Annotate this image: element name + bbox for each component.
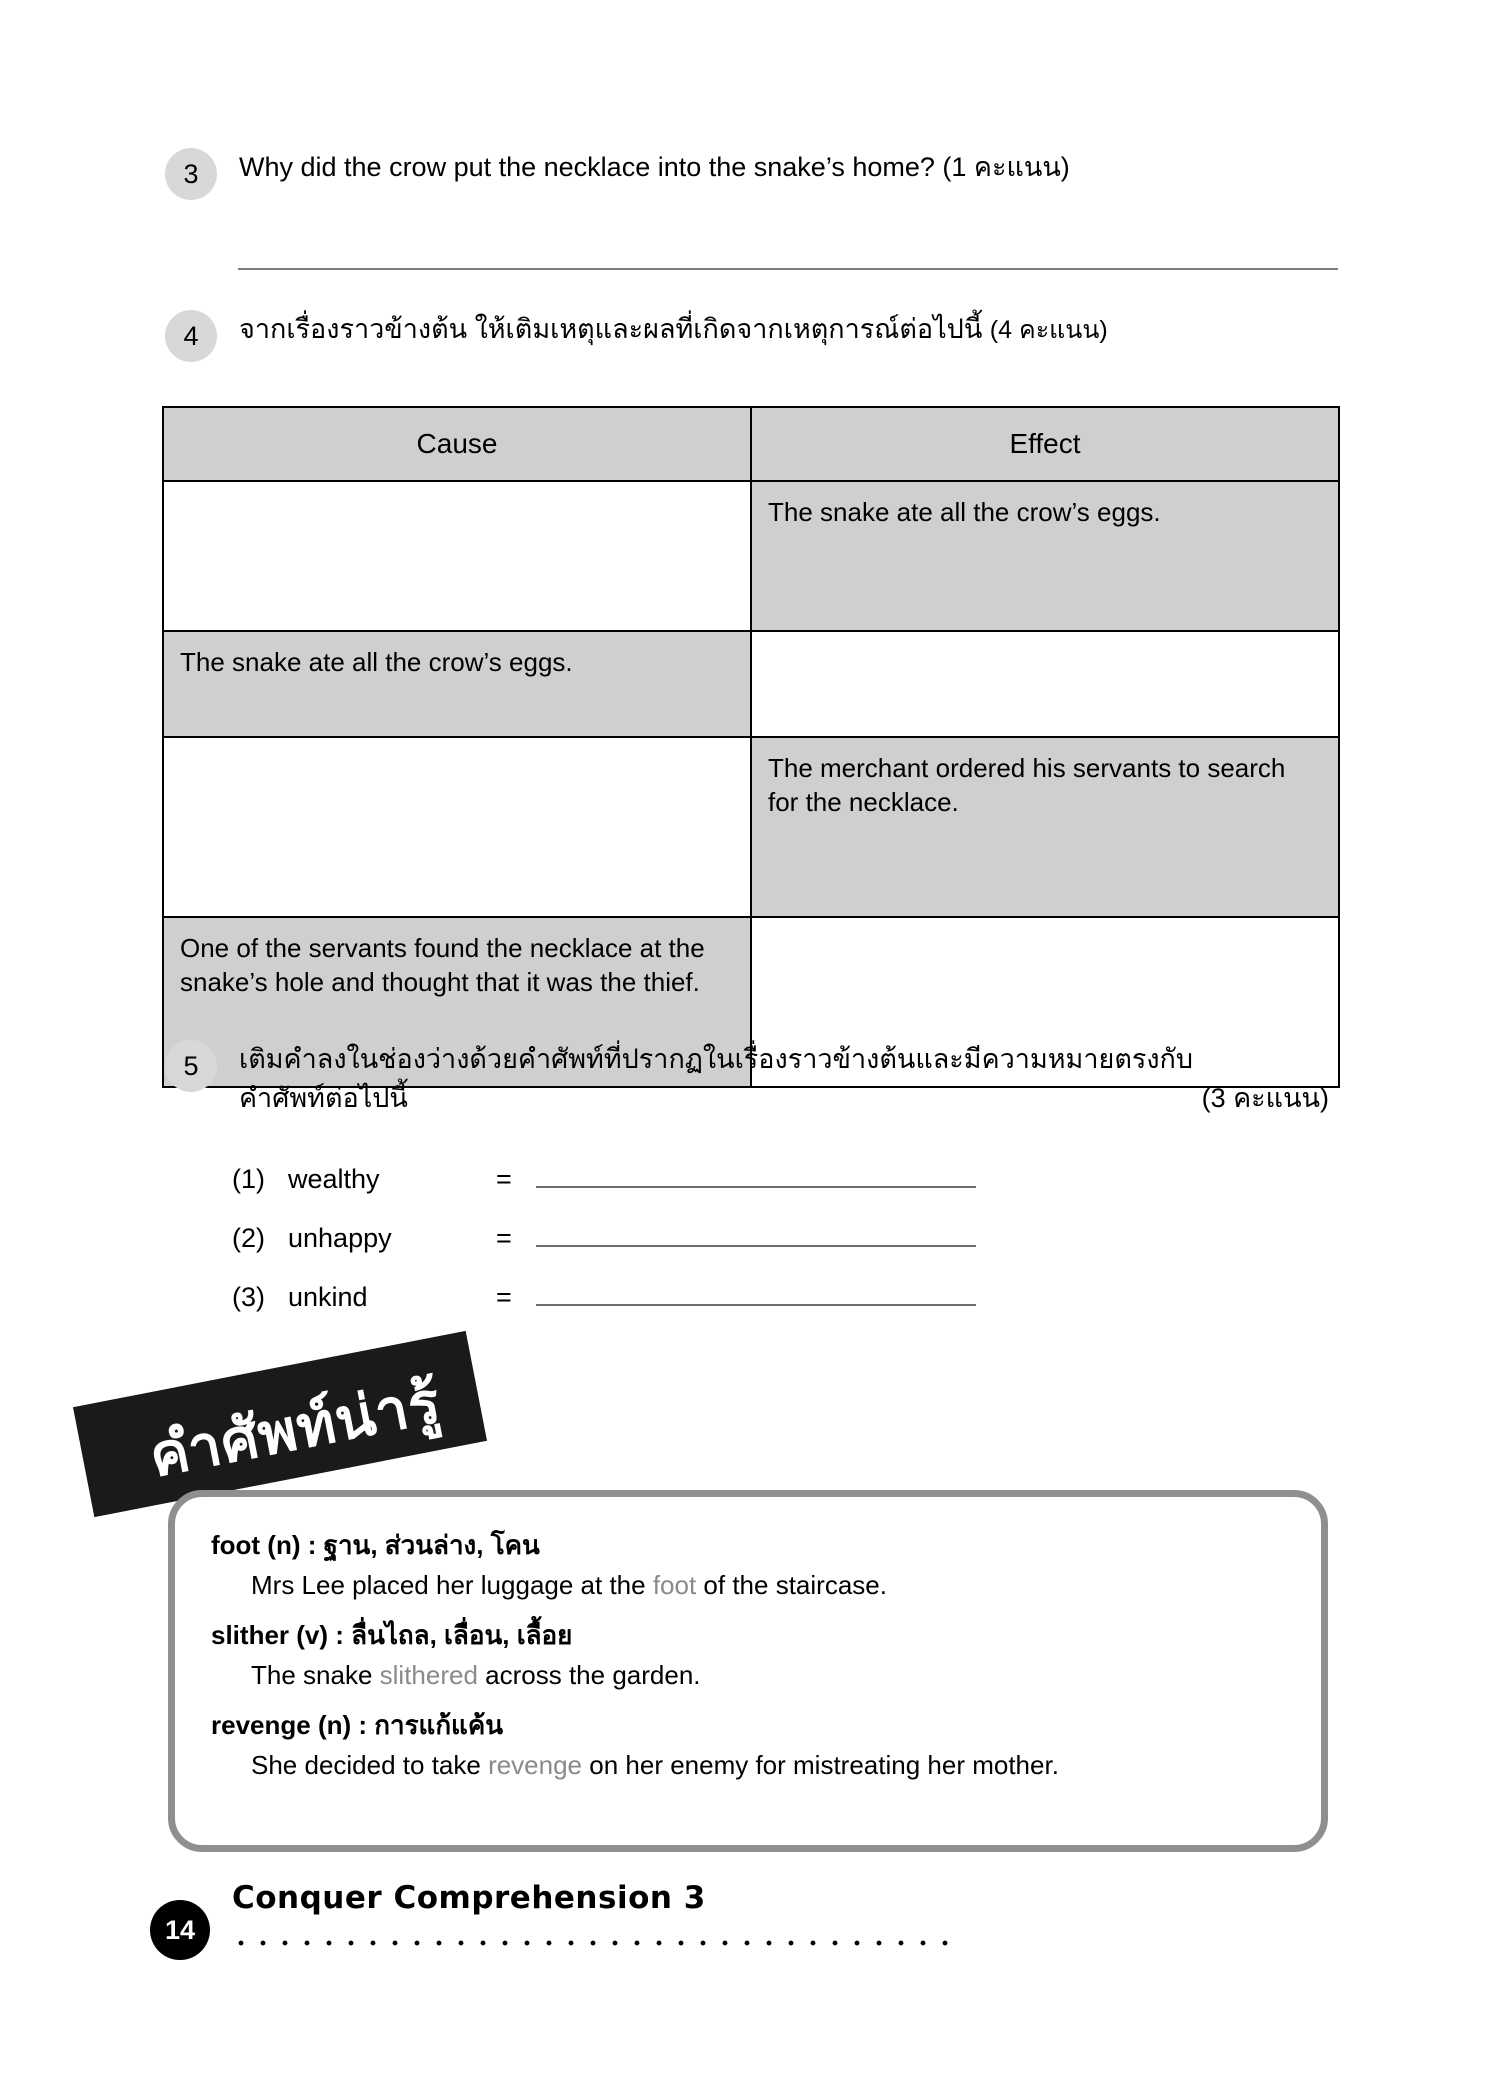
column-header-effect: Effect: [751, 407, 1339, 481]
question-3: [165, 148, 1070, 200]
item-word: unhappy: [288, 1223, 392, 1253]
item-equals: =: [496, 1282, 512, 1312]
sentence-highlight: slithered: [379, 1660, 478, 1690]
sentence-after: across the garden.: [477, 1660, 701, 1690]
item-answer-line[interactable]: [536, 1160, 976, 1188]
vocab-entry-head: foot (n) : ฐาน, ส่วนล่าง, โคน: [211, 1530, 540, 1560]
page-number-badge: 14: [150, 1900, 210, 1960]
item-answer-line[interactable]: [536, 1219, 976, 1247]
sentence-after: of the staircase.: [696, 1570, 887, 1600]
question-5: [165, 1040, 1345, 1118]
cell-cause-3[interactable]: [163, 737, 751, 917]
item-number: (1): [232, 1164, 265, 1194]
item-equals: =: [496, 1164, 512, 1194]
table-row: [163, 737, 1339, 917]
question-4-text: [239, 310, 1108, 349]
list-item: [232, 1160, 976, 1195]
cell-cause-2: The snake ate all the crow’s eggs.: [163, 631, 751, 737]
cell-cause-1[interactable]: [163, 481, 751, 631]
question-5-line2: คำศัพท์ต่อไปนี้: [239, 1083, 408, 1114]
cell-effect-2[interactable]: [751, 631, 1339, 737]
question-5-line1: เติมคำลงในช่องว่างด้วยคำศัพท์ที่ปรากฏในเรื่องราวข้างต้นและมีความหมายตรงกับ: [239, 1044, 1194, 1074]
vocab-entry-sentence: [251, 1750, 1285, 1781]
question-3-answer-line[interactable]: [238, 268, 1338, 270]
item-word: unkind: [288, 1282, 368, 1312]
vocab-entry-head: revenge (n) : การแก้แค้น: [211, 1710, 503, 1740]
item-number: (3): [232, 1282, 265, 1312]
vocab-entry: [211, 1705, 1285, 1781]
footer-dotted-rule: [230, 1938, 960, 1948]
item-equals: =: [496, 1223, 512, 1253]
list-item: [232, 1278, 976, 1313]
book-title: Conquer Comprehension 3: [232, 1880, 706, 1916]
sentence-after: on her enemy for mistreating her mother.: [582, 1750, 1059, 1780]
sentence-highlight: foot: [652, 1570, 697, 1600]
vocab-banner-label: คำศัพท์น่ารู้: [143, 1366, 447, 1491]
question-5-answer-list: [232, 1160, 976, 1337]
cell-cause-4: One of the servants found the necklace at the snake’s hole and thought that it was the thief.: [163, 917, 751, 1087]
question-4-prompt: จากเรื่องราวข้างต้น ให้เติมเหตุและผลที่เกิดจากเหตุการณ์ต่อไปนี้: [239, 314, 983, 344]
vocab-entry: [211, 1615, 1285, 1691]
sentence-highlight: revenge: [488, 1750, 583, 1780]
question-5-marks: (3 คะแนน): [1201, 1083, 1329, 1114]
item-answer-line[interactable]: [536, 1278, 976, 1306]
page-footer: [150, 1880, 1050, 1970]
vocab-entry: [211, 1525, 1285, 1601]
sentence-before: She decided to take: [251, 1750, 489, 1780]
sentence-before: Mrs Lee placed her luggage at the: [251, 1570, 653, 1600]
cell-effect-1: The snake ate all the crow’s eggs.: [751, 481, 1339, 631]
item-word: wealthy: [288, 1164, 380, 1194]
list-item: [232, 1219, 976, 1254]
table-row: [163, 631, 1339, 737]
vocab-entry-sentence: [251, 1570, 1285, 1601]
vocabulary-box: [168, 1490, 1328, 1852]
table-header-row: [163, 407, 1339, 481]
column-header-cause: Cause: [163, 407, 751, 481]
vocab-entry-head: slither (v) : ลื่นไถล, เลื่อน, เลื้อย: [211, 1620, 573, 1650]
question-4: [165, 310, 1108, 362]
question-4-number: 4: [165, 310, 217, 362]
vocab-entry-sentence: [251, 1660, 1285, 1691]
cause-effect-table: [162, 406, 1340, 1088]
question-5-text: [239, 1040, 1339, 1118]
item-number: (2): [232, 1223, 265, 1253]
question-3-number: 3: [165, 148, 217, 200]
table-row: [163, 481, 1339, 631]
cell-effect-3: The merchant ordered his servants to search for the necklace.: [751, 737, 1339, 917]
question-4-marks: (4 คะแนน): [989, 316, 1108, 344]
question-3-text: Why did the crow put the necklace into the snake’s home? (1 คะแนน): [239, 152, 1070, 182]
question-5-number: 5: [165, 1040, 217, 1092]
sentence-before: The snake: [251, 1660, 380, 1690]
